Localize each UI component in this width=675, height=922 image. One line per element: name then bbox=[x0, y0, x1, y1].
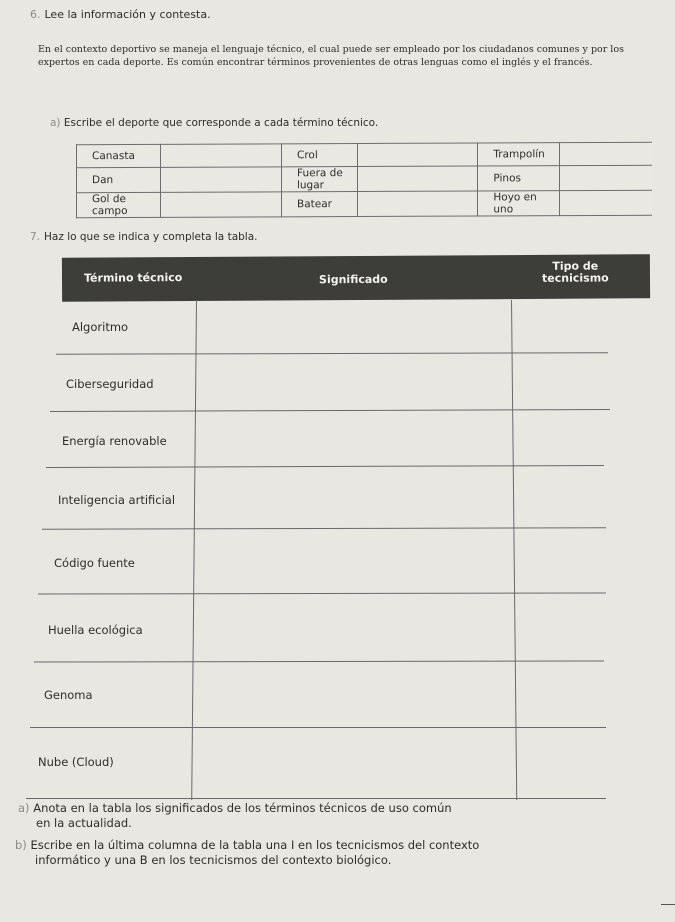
instruction-text: Anota en la tabla los significados de los términos técnicos de uso común bbox=[33, 801, 452, 815]
answer-cell[interactable] bbox=[161, 192, 282, 218]
term-cell: Hoyo en uno bbox=[478, 191, 560, 216]
question-number: 7. bbox=[30, 231, 41, 243]
question-6-heading bbox=[30, 8, 211, 21]
answer-cell[interactable] bbox=[357, 166, 478, 192]
term-cell: Crol bbox=[281, 144, 357, 167]
page-edge-mark bbox=[661, 904, 675, 905]
instruction-text: Escribe en la última columna de la tabla una I en los tecnicismos del contexto bbox=[30, 838, 480, 852]
term-label: Código fuente bbox=[54, 556, 135, 570]
term-cell: Fuera de lugar bbox=[281, 167, 357, 192]
instruction-text-cont: en la actualidad. bbox=[36, 816, 132, 830]
question-title: Lee la información y contesta. bbox=[44, 8, 211, 21]
instruction-a bbox=[18, 801, 452, 831]
header-type bbox=[542, 260, 609, 284]
row-divider bbox=[34, 661, 604, 663]
term-label: Ciberseguridad bbox=[66, 377, 154, 391]
term-cell: Batear bbox=[281, 192, 357, 217]
part-text: Escribe el deporte que corresponde a cada término técnico. bbox=[63, 117, 379, 129]
instruction-label: a) bbox=[18, 801, 30, 815]
answer-cell[interactable] bbox=[161, 167, 282, 193]
answer-cell[interactable] bbox=[560, 165, 652, 190]
header-meaning: Significado bbox=[318, 272, 388, 287]
row-divider bbox=[38, 593, 606, 595]
answer-cell[interactable] bbox=[560, 190, 652, 215]
header-term: Término técnico bbox=[83, 271, 183, 285]
term-label: Energía renovable bbox=[62, 434, 167, 448]
column-divider bbox=[511, 300, 517, 800]
column-divider bbox=[191, 300, 197, 800]
table-row bbox=[77, 142, 653, 168]
term-cell: Pinos bbox=[478, 166, 560, 191]
instruction-label: b) bbox=[15, 838, 27, 852]
sports-terms-table bbox=[76, 142, 652, 219]
header-type-line1: Tipo de bbox=[552, 259, 599, 273]
row-divider bbox=[26, 798, 606, 799]
term-cell: Canasta bbox=[77, 144, 161, 167]
table-header bbox=[62, 254, 650, 302]
question-number: 6. bbox=[30, 8, 41, 21]
term-label: Algoritmo bbox=[72, 320, 129, 334]
technical-terms-table bbox=[38, 253, 608, 799]
answer-cell[interactable] bbox=[357, 191, 478, 217]
instruction-b bbox=[15, 838, 479, 868]
row-divider bbox=[46, 465, 604, 468]
term-label: Huella ecológica bbox=[48, 623, 143, 637]
row-divider bbox=[56, 352, 608, 354]
table-row bbox=[77, 190, 653, 218]
term-label: Genoma bbox=[44, 688, 93, 702]
row-divider bbox=[50, 409, 610, 412]
table-row bbox=[77, 165, 653, 193]
row-divider bbox=[30, 727, 606, 728]
instruction-text-cont: informático y una B en los tecnicismos del contexto biológico. bbox=[35, 853, 392, 867]
term-cell: Dan bbox=[77, 167, 161, 192]
answer-cell[interactable] bbox=[560, 142, 652, 165]
answer-cell[interactable] bbox=[357, 143, 478, 167]
question-title: Haz lo que se indica y completa la tabla. bbox=[44, 231, 258, 243]
header-type-line2: tecnicismo bbox=[541, 271, 609, 285]
term-cell: Gol de campo bbox=[77, 192, 161, 217]
question-7-heading bbox=[30, 231, 257, 243]
reading-paragraph: En el contexto deportivo se maneja el lenguaje técnico, el cual puede ser empleado por los ciudadanos comunes y por los expertos en cada deporte. Es común encontrar términos provenientes de otras lenguas como el inglés y el francés. bbox=[38, 44, 624, 68]
term-label: Nube (Cloud) bbox=[38, 755, 114, 769]
answer-cell[interactable] bbox=[161, 144, 282, 168]
question-6a bbox=[50, 117, 378, 129]
row-divider bbox=[42, 527, 606, 529]
term-cell: Trampolín bbox=[478, 143, 560, 166]
part-label: a) bbox=[50, 117, 61, 129]
term-label: Inteligencia artificial bbox=[58, 493, 176, 507]
